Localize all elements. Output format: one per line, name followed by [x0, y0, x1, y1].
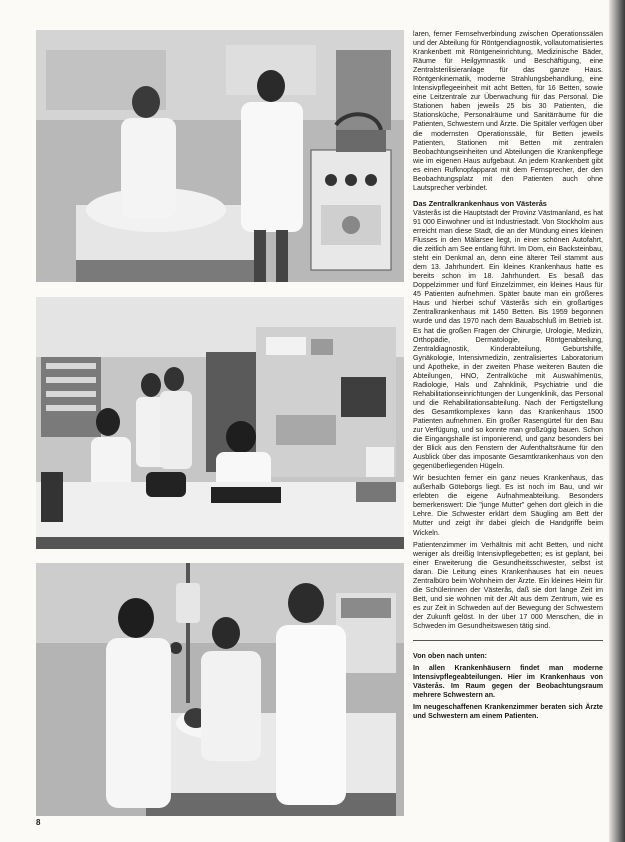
intensive-care-photo	[36, 30, 404, 282]
patient-bedside-photo	[36, 563, 404, 816]
caption-text: Im neugeschaffenen Krankenzimmer beraten sich Ärzte und Schwestern am einem Patienten.	[413, 703, 603, 721]
page-edge-shadow	[609, 0, 625, 842]
section-heading: Das Zentralkrankenhaus von Västerås	[413, 198, 547, 208]
article-column	[413, 30, 603, 724]
caption-text: In allen Krankenhäusern findet man moderne Intensivpflegeabteilungen. Hier im Krankenhaus von Västerås. Im Raum gegen der Beobachtungsraum mehrere Schwestern an.	[413, 664, 603, 700]
photo-captions	[413, 652, 603, 721]
page-number: 8	[36, 818, 41, 827]
article-paragraph: Wir besuchten ferner ein ganz neues Krankenhaus, das außerhalb Göteborgs liegt. Es ist noch im Bau, und wir erlebten die eigene Aufnahmeabteilung. Besonders bemerkenswert: Die "junge Mutter" gehen dort gleich in die Lehre. Die Schwester erklärt dem Säugling am Bett der Mutter und zeigt ihr dabei gleich die Handgriffe beim Wickeln.	[413, 474, 603, 537]
article-paragraph: Patientenzimmer im Verhältnis mit acht Betten, und nicht weniger als dreißig Intensivpflegebetten; es ist geplant, bei einer Erweiterung die Gesundheitsschwester, selbst ist daran. Die Leitung eines Krankenhauses hat ein neues Zentralbüro beim Wohnheim der Ärzte. Ein kleines Heim für die Schülerinnen der Västerås, daß sie dort lange Zeit im Bett, und sie wohnen mit der Alt aus dem Zentrum, wie es es zur Zeit in Schweden auf der Bewegung der Schwestern der Zukunft gelöst. In der über 17 000 Menschen, die in Schweden im Gesundheitswesen tätig sind.	[413, 540, 603, 630]
article-paragraph: laren, ferner Fernsehverbindung zwischen Operationssälen und der Abteilung für Röntgendiagnostik, vollautomatisiertes Krankenbett mit Röntgeneinrichtung, Medizinische Bäder, Räume für Heilgymnastik und Beschäftigung, eine Zentralsterilisieranlage für das ganze Haus. Röntgenkinematik, moderne Strahlungsbehandlung, eine Intensivpflegeeinheit mit acht Betten, für 16 Betten, sowie eine Leitzentrale zur Überwachung für das Personal. Die Stationen haben jeweils 25 bis 30 Patienten, die Stationsküche, Personalräume und Sanitärräume für die Patienten, Schwestern und Ärzte. Die Spitäler verfügen über die modernsten Operationssäle, für Betten jeweils Patienten, Stationen mit Betten mit zentralen Beobachtungseinheiten und Abteilungen die Krankenpflege wie im eigenen Haus aufgebaut. An jedem Krankenbett gibt es einen Rufknopfapparat mit dem Fernsprecher, der den Beobachtungsplatz mit den Patienten auch ohne Lautsprecher verbindet.	[413, 30, 603, 192]
caption-intro: Von oben nach unten:	[413, 652, 487, 661]
monitoring-station-photo	[36, 297, 404, 549]
article-paragraph: Västerås ist die Hauptstadt der Provinz Västmanland, es hat 91 000 Einwohner und ist Industriestadt. Von Stockholm aus erreicht man diese Stadt, die an der Mündung eines kleinen Flusses in den Mälarsee liegt, in einer schönen Autofahrt, die zeitlich am See entlang führt. Im Dom, ein Backsteinbau, steht ein Denkmal an, denn eine älterer Teil stammt aus dem 13. Jahrhundert. Ein kleines Krankenhaus hatte es bereits schon im 18. Jahrhundert. Es besaß das Doppelzimmer und fünf Einzelzimmer, ein kleines Haus für 45 Patienten aufnehmen. Später baute man ein größeres Haus und hierbei schuf Västerås sich ein großartiges Zentralkrankenhaus mit 1450 Betten. Bis 1959 begonnen wurde und das 1970 nach dem Bauabschluß im Betrieb ist. Es hat die großen Fragen der Chirurgie, Urologie, Medizin, Orthopädie, Dermatologie, Röntgenabteilung, Zentraldiagnostik, Kinderabteilung, Geburtshilfe, Gynäkologie, Intensivmedizin, zentralisiertes Laboratorium und Apotheke, in der zweiten Phase weiteren Bauten die Abteilungen, HNO, Zentralküche mit Auswahlmenüs, Radiologie, Hals und Zahnklinik, Psychiatrie und die Rehabilitationseinrichtungen der Lungenklinik, das Personal und die Rehabilitationsabteilung. Nach der Fertigstellung des Gesamtkomplexes kann das Krankenhaus 1500 Patienten aufnehmen. Ein großer Rasengürtel für den Bau zur Verfügung, und so konnte man großzügig bauen. Schon die Eingangshalle ist imponierend, und ganz besonders bei der Blick aus den Fenstern der Aufenthaltsräume für den Ausblick über das imposante Gesamtkrankenhaus von den gegenüberliegenden Hügeln.	[413, 208, 603, 471]
divider	[413, 640, 603, 641]
